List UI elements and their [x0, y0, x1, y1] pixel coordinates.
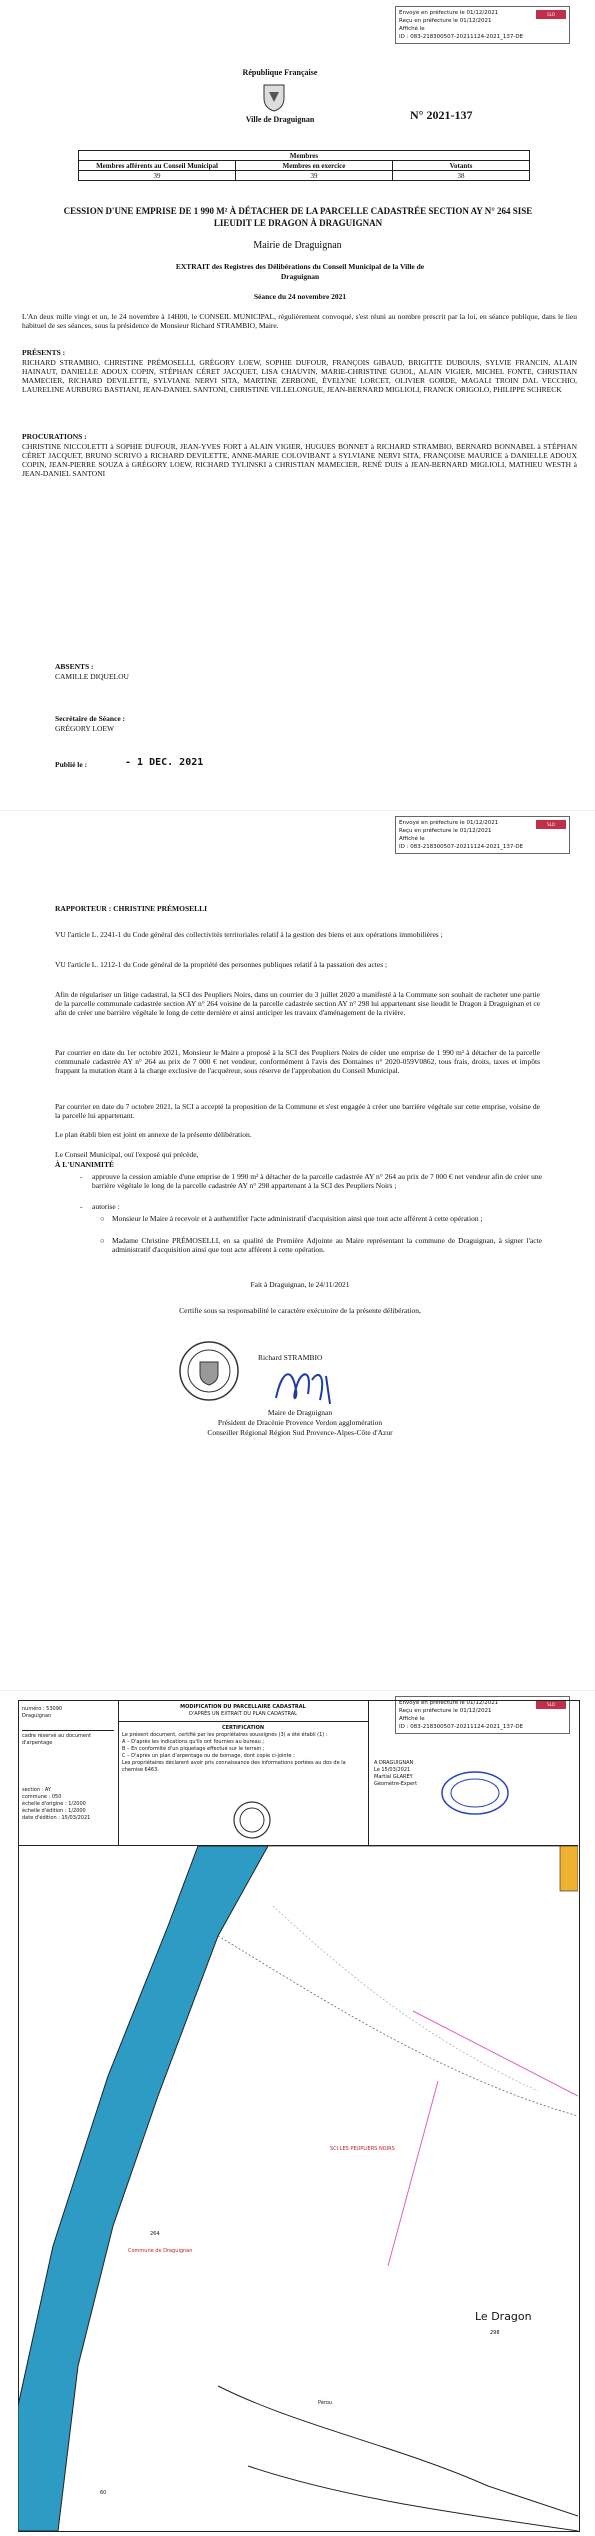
members-header: Membres afférents au Conseil Municipal	[79, 161, 236, 171]
surveyor-title: Géomètre-Expert	[374, 1781, 418, 1787]
deliberation-title: CESSION D'UNE EMPRISE DE 1 990 M² À DÉTACHER DE LA PARCELLE CADASTRÉE SECTION AY N° 264 SISE LIEUDIT LE DRAGON À DRAGUIGNAN	[63, 206, 533, 228]
town-crest-icon	[262, 82, 286, 112]
stamp-row: Affiché le	[399, 26, 425, 32]
stamp-badge: SLO	[536, 1700, 566, 1709]
secretary-label: Secrétaire de Séance :	[55, 714, 126, 723]
plan-reserved: cadre réservé au document d'arpentage	[22, 1730, 114, 1747]
published-label: Publié le :	[55, 760, 88, 769]
body-paragraph: Par courrier en date du 7 octobre 2021, la SCI a accepté la proposition de la Commune et s'est engagée à créer une barrière végétale sur cette emprise, voisine de la parcelle lui appartenant.	[55, 1102, 540, 1120]
certification-line: Le présent document, certifié par les propriétaires soussignés (3) a été établi (1) :	[122, 1732, 328, 1738]
stamp-row: ID : 083-218300507-20211124-2021_137-DE	[399, 34, 524, 40]
certify-line: Certifie sous sa responsabilité le caractère exécutoire de la présente délibération,	[179, 1306, 421, 1315]
plan-place-date: A DRAGUIGNAN	[374, 1760, 414, 1766]
proxy-label: PROCURATIONS :	[22, 432, 87, 441]
stamp-badge: SLO	[536, 820, 566, 829]
unanimity-line: À L'UNANIMITÉ	[55, 1160, 114, 1169]
stamp-row: ID : 083-218300507-20211124-2021_137-DE	[399, 844, 524, 850]
plan-title: MODIFICATION DU PARCELLAIRE CADASTRAL	[180, 1704, 306, 1710]
parcel-number-264: 264	[150, 2231, 160, 2237]
parcel-owner-264: Commune de Draguignan	[128, 2248, 193, 2254]
bullet-marker: -	[80, 1172, 83, 1181]
members-table	[78, 150, 530, 181]
mayor-line: Mairie de Draguignan	[253, 240, 342, 251]
extract-heading: EXTRAIT des Registres des Délibérations du Conseil Municipal de la Ville de Draguignan	[175, 262, 425, 281]
stamp-row: Envoyé en préfecture le 01/12/2021	[399, 1700, 499, 1706]
signer-line: Conseiller Régional Région Sud Provence-Alpes-Côte d'Azur	[207, 1428, 393, 1437]
intro-paragraph: L'An deux mille vingt et un, le 24 novembre à 14H00, le CONSEIL MUNICIPAL, régulièrement convoqué, s'est réuni au nombre prescrit par la loi, en séance publique, dans le lieu habituel de ses séances, sous la présidence de Monsieur Richard STRAMBIO, Maire.	[22, 312, 577, 330]
certification-line: B – En conformité d'un piquetage effectué sur le terrain ;	[122, 1746, 265, 1752]
plan-section: section : AY	[22, 1787, 51, 1793]
present-list: RICHARD STRAMBIO, CHRISTINE PRÉMOSELLI, GRÉGORY LOEW, SOPHIE DUFOUR, FRANÇOIS GIBAUD, BRIGITTE DUBOUIS, SYLVIE FRANCIN, ALAIN HAINAUT, DANIELLE ADOUX COPIN, STÉPHAN CÉRET JACQUET, LISA CHAUVIN, MARIE-CHRISTINE GUIOL, ALAIN VIGIER, MICHEL FONTE, CHRISTIAN MAMECIER, RICHARD DEVILETTE, SYLVIANE NERVI SITA, MARTINE ZERBONE, ÉVELYNE LORCET, OLIVIER GORDE, MAGALI TROIN DAL VECCHIO, LAURELINE AURBURG BASTIANI, JEAN-DANIEL SANTONI, CHRISTINE VILLELONGUE, JEAN-BERNARD MIGLIOLI, FRANCK ORIGOLO, PHILIPPE SCHRECK	[22, 358, 577, 394]
stamp-row: Envoyé en préfecture le 01/12/2021	[399, 10, 499, 16]
legal-paragraph: VU l'article L. 2241-1 du Code général des collectivités territoriales relatif à la gestion des biens et aux opérations immobilières ;	[55, 930, 443, 939]
plan-commune: Draguignan	[22, 1713, 52, 1719]
stamp-badge: SLO	[536, 10, 566, 19]
plan-left-column	[18, 1700, 119, 1845]
stamp-row: Reçu en préfecture le 01/12/2021	[399, 18, 492, 24]
body-paragraph: Par courrier en date du 1er octobre 2021, Monsieur le Maire a proposé à la SCI des Peupliers Noirs de céder une emprise de 1 990 m² à détacher de la parcelle communale cadastrée AY n° 264 au prix de 7 000 € net vendeur, conformément à l'avis des Domaines n° 2020-059V0862, tous frais, droits, taxes et impôts frappant la mutation étant à la charge exclusive de l'acquéreur, sous réserve de l'approbation du Conseil Municipal.	[55, 1048, 540, 1075]
page-separator	[0, 1690, 595, 1691]
sub-bullet-marker: ○	[100, 1214, 105, 1223]
members-header: Votants	[393, 161, 530, 171]
page-separator	[0, 810, 595, 811]
present-label: PRÉSENTS :	[22, 348, 66, 357]
cadastral-map	[18, 1845, 578, 2531]
parcel-number-298: 298	[490, 2330, 500, 2336]
stamp-row: Reçu en préfecture le 01/12/2021	[399, 1708, 492, 1714]
bullet-marker: -	[80, 1202, 83, 1211]
place-name: Le Dragon	[475, 2310, 532, 2323]
members-title: Membres	[79, 151, 530, 161]
plan-edition-date: date d'édition : 15/03/2021	[22, 1815, 91, 1821]
deliberation-number: N° 2021-137	[410, 108, 473, 122]
plan-subtitle: D'APRÈS UN EXTRAIT DU PLAN CADASTRAL	[118, 1711, 368, 1722]
legal-paragraph: VU l'article L. 1212-1 du Code général de la propriété des personnes publiques relatif à la passation des actes ;	[55, 960, 388, 969]
stamp-row: ID : 083-218300507-20211124-2021_137-DE	[399, 1724, 524, 1730]
town-heading: Ville de Draguignan	[245, 115, 315, 124]
proxy-list: CHRISTINE NICCOLETTI à SOPHIE DUFOUR, JEAN-YVES FORT à ALAIN VIGIER, HUGUES BONNET à RICHARD STRAMBIO, BERNARD BONNABEL à STÉPHAN CÉRET JACQUET, BRUNO SCRIVO à RICHARD DEVILETTE, ANNE-MARIE COLOVIBANT à SYLVIANE NERVI SITA, FRANÇOISE MAURICE à DANIELLE ADOUX COPIN, JEAN-PIERRE SOUZA à GRÉGORY LOEW, RICHARD TYLINSKI à CHRISTIAN MAMECIER, RENÉ DUIS à JEAN-BERNARD MIGLIOLI, MATHIEU WESTH à JEAN-DANIEL SANTONI	[22, 442, 577, 478]
plan-number: numéro : 53090	[22, 1706, 63, 1712]
republic-heading: République Française	[242, 68, 318, 77]
decision-bullet: approuve la cession amiable d'une emprise de 1 990 m² à détacher de la parcelle cadastrée AY n° 264 au prix de 7 000 € net vendeur afin de créer une barrière végétale le long de la parcelle cadastrée AY n° 298 appartenant à la SCI des Peupliers Noirs ;	[92, 1172, 542, 1190]
plan-commune-code: commune : 050	[22, 1794, 62, 1800]
prefecture-stamp	[395, 6, 570, 44]
plan-scale-edition: échelle d'édition : 1/2000	[22, 1808, 86, 1814]
certification-title: CERTIFICATION	[221, 1725, 265, 1731]
members-value: 39	[236, 171, 393, 181]
commune-seal-icon	[232, 1800, 272, 1840]
stamp-row: Affiché le	[399, 836, 425, 842]
decision-subbullet: Monsieur le Maire à recevoir et à authentifier l'acte administratif d'acquisition ainsi que tout acte afférent à cette opération ;	[112, 1214, 483, 1223]
body-paragraph: Le plan établi bien est joint en annexe de la présente délibération.	[55, 1130, 252, 1139]
absent-list: CAMILLE DIQUELOU	[55, 672, 129, 681]
signer-name: Richard STRAMBIO	[258, 1353, 323, 1362]
town-seal-icon	[178, 1340, 240, 1402]
signature-mark	[268, 1360, 338, 1410]
signer-role: Maire de Draguignan	[267, 1408, 333, 1417]
session-date: Séance du 24 novembre 2021	[253, 292, 347, 301]
stamp-row: Reçu en préfecture le 01/12/2021	[399, 828, 492, 834]
certification-line: Les propriétaires déclarent avoir pris connaissance des informations portées au dos de la chemise 6463.	[122, 1760, 346, 1773]
road-name: Pérou	[318, 2400, 333, 2406]
body-paragraph: Afin de régulariser un litige cadastral, la SCI des Peupliers Noirs, dans un courrier du 3 juillet 2020 a manifesté à la Commune son souhait de racheter une partie de la parcelle communale cadastrée section AY n° 264 voisine de la parcelle cadastrée section AY n° 298 lui appartenant sise lieudit le Dragon à Draguignan et ce afin de créer une barrière végétale le long de cette dernière et ainsi anticiper les travaux d'aménagement de la rivière.	[55, 990, 540, 1017]
surveyor-stamp-icon	[440, 1770, 510, 1816]
surveyor-name: Martial GLAREY	[374, 1774, 413, 1780]
decision-subbullet: Madame Christine PRÉMOSELLI, en sa qualité de Première Adjointe au Maire représentant la commune de Draguignan, à signer l'acte administratif d'acquisition ainsi que tout acte afférent à cette opération.	[112, 1236, 542, 1254]
rapporteur-line: RAPPORTEUR : CHRISTINE PRÉMOSELLI	[55, 904, 208, 913]
decision-bullet: autorise :	[92, 1202, 120, 1211]
secretary-name: GRÉGORY LOEW	[55, 724, 115, 733]
absent-label: ABSENTS :	[55, 662, 94, 671]
plan-place-date: Le 15/03/2021	[374, 1767, 411, 1773]
members-header: Membres en exercice	[236, 161, 393, 171]
plan-scale-origin: échelle d'origine : 1/2000	[22, 1801, 86, 1807]
parcel-number-60: 60	[100, 2490, 107, 2496]
stamp-row: Affiché le	[399, 1716, 425, 1722]
done-at-line: Fait à Draguignan, le 24/11/2021	[250, 1280, 350, 1289]
certification-line: C – D'après un plan d'arpentage ou de bornage, dont copie ci-jointe ;	[122, 1753, 295, 1759]
prefecture-stamp	[395, 816, 570, 854]
signer-line: Président de Dracénie Provence Verdon agglomération	[217, 1418, 383, 1427]
stamp-row: Envoyé en préfecture le 01/12/2021	[399, 820, 499, 826]
parcel-owner-298: SCI LES PEUPLIERS NOIRS	[330, 2146, 395, 2152]
sub-bullet-marker: ○	[100, 1236, 105, 1245]
certification-line: A – D'après les indications qu'ils ont fournies au bureau ;	[122, 1739, 265, 1745]
members-value: 39	[79, 171, 236, 181]
council-line: Le Conseil Municipal, ouï l'exposé qui précède,	[55, 1150, 199, 1159]
members-value: 38	[393, 171, 530, 181]
published-date: - 1 DEC. 2021	[125, 757, 204, 768]
